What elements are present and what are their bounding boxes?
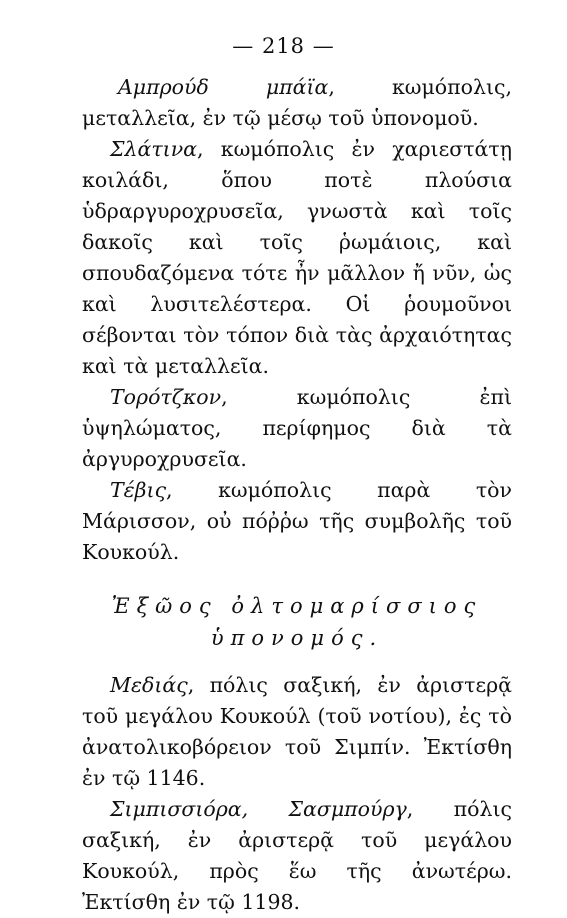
- entry-name: Σλάτινα: [110, 137, 198, 161]
- entry-name: Τορότζκον: [110, 385, 222, 409]
- entry-name: Μεδιάς: [110, 673, 188, 697]
- entry-text: , κωμόπολις παρὰ τὸν Μάρισσον, οὐ πόῤῥω τῆς συμβολῆς τοῦ Κουκούλ.: [82, 478, 512, 564]
- entry-text: , κωμόπολις ἐν χαριεστάτῃ κοιλάδι, ὅπου ποτὲ πλούσια ὑδραργυροχρυσεῖα, γνωστὰ καὶ τοῖς δακοῖς καὶ τοῖς ῥωμάιοις, καὶ σπουδαζόμενα τότε ἦν μᾶλλον ἤ νῦν, ὡς καὶ λυσιτελέστερα. Οἱ ῥουμοῦνοι σέβονται τὸν τόπον διὰ τὰς ἀρχαιότητας καὶ τὰ μεταλλεῖα.: [82, 137, 512, 378]
- entry-text: , πόλις σαξική, ἐν ἀριστερᾷ τοῦ μεγάλου Κουκούλ (τοῦ νοτίου), ἐς τὸ ἀνατολικοβόρειον τοῦ Σιμπίν. Ἐκτίσθη ἐν τῷ 1146.: [82, 673, 512, 790]
- entry-tevis: [82, 475, 512, 568]
- page-number: — 218 —: [232, 34, 335, 58]
- entry-name: Τέβις: [110, 478, 167, 502]
- entry-simpissiora: [82, 794, 512, 918]
- entry-medias: [82, 670, 512, 794]
- entry-name: Αμπρούδ μπάϊα: [118, 75, 329, 99]
- entry-text: , πόλις σαξική, ἐν ἀριστερᾷ τοῦ μεγάλου Κουκούλ, πρὸς ἕω τῆς ἀνωτέρω. Ἐκτίσθη ἐν τῷ 1198.: [82, 797, 512, 914]
- entry-torotzkon: [82, 382, 512, 475]
- section-heading: Ἐξῶος ὀλτομαρίσσιος ὑπονομός.: [111, 594, 483, 650]
- entry-name: Σιμπισσιόρα, Σασμπούργ: [110, 797, 407, 821]
- entry-text: , κωμόπολις ἐπὶ ὑψηλώματος, περίφημος διὰ τὰ ἀργυροχρυσεῖα.: [82, 385, 512, 471]
- text-body: [82, 72, 512, 918]
- entry-text: , κωμόπολις, μεταλλεῖα, ἐν τῷ μέσῳ τοῦ ὑπονομοῦ.: [82, 75, 512, 130]
- entry-ambroud-baia: [82, 72, 512, 134]
- entry-slatina: [82, 134, 512, 382]
